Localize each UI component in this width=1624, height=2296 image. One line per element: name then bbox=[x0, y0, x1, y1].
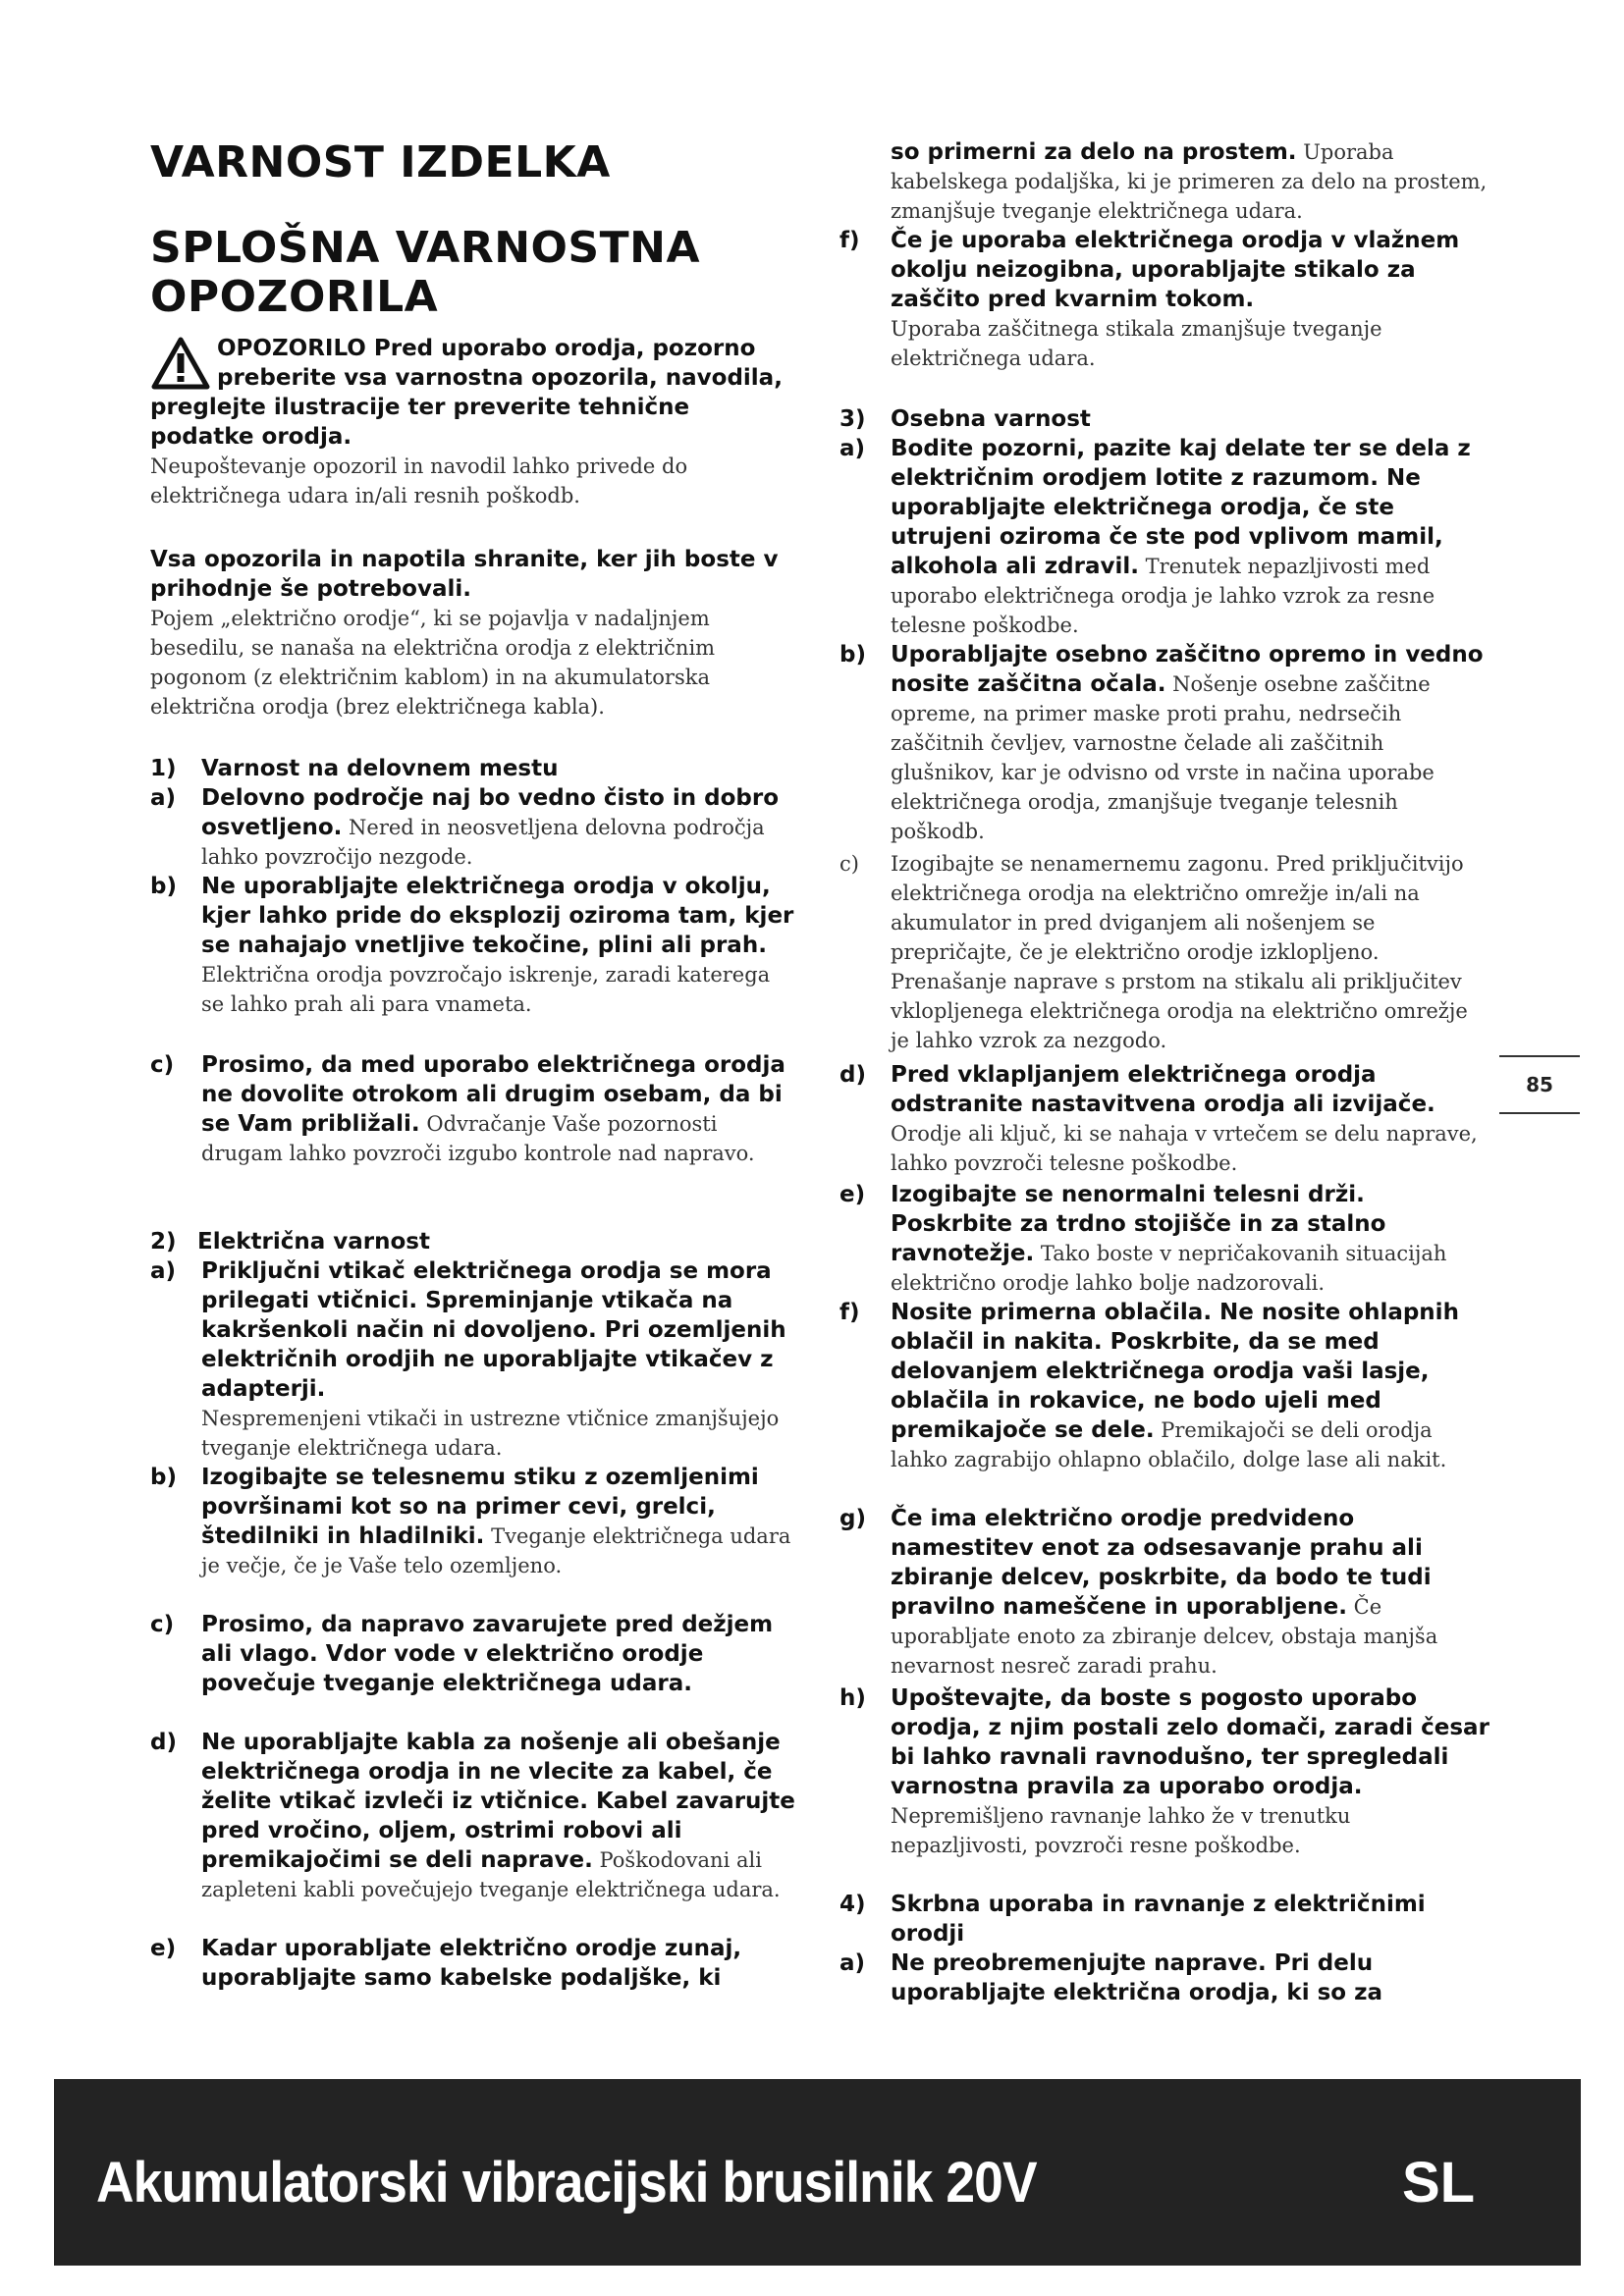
keep-instructions bbox=[150, 545, 798, 721]
item-text: Uporaba kabelskega podaljška, ki je primeren za delo na prostem, zmanjšuje tveganje električnega udara. bbox=[891, 140, 1488, 223]
page-number: 85 bbox=[1526, 1073, 1553, 1096]
item-bold: Priključni vtikač električnega orodja se mora prilegati vtičnici. Spreminjanje vtikača na kakršenkoli način ni dovoljeno. Pri ozemljenih električnih orodjih ne uporabljajte vtikačev z adapterji. bbox=[201, 1258, 786, 1402]
section-3-heading bbox=[839, 404, 1489, 434]
list-item-continued bbox=[839, 137, 1489, 226]
item-marker: c) bbox=[839, 852, 859, 876]
list-item bbox=[150, 872, 798, 1019]
page-number-block bbox=[1499, 1055, 1580, 1116]
section-marker: 1) bbox=[150, 756, 177, 781]
list-item bbox=[839, 1504, 1489, 1681]
warning-block bbox=[150, 334, 798, 510]
item-text: Izogibajte se nenamernemu zagonu. Pred priključitvijo električnega orodja na električno omrežje in/ali na akumulator in pred dviganjem ali nošenjem se prepričajte, če je električno orodje izklopljeno. Prenašanje naprave s prstom na stikalu ali priključitev vklopljenega električnega orodja na električno omrežje je lahko vzrok za nezgodo. bbox=[891, 852, 1468, 1052]
divider bbox=[1499, 1112, 1580, 1114]
list-item bbox=[150, 783, 798, 872]
item-marker: a) bbox=[839, 436, 866, 461]
section-marker: 2) bbox=[150, 1229, 177, 1255]
item-text: Tveganje električnega udara je večje, če je Vaše telo ozemljeno. bbox=[201, 1524, 791, 1577]
item-text: Premikajoči se deli orodja lahko zagrabijo ohlapno oblačilo, dolge lase ali nakit. bbox=[891, 1418, 1447, 1471]
list-item bbox=[150, 1463, 798, 1580]
item-marker: g) bbox=[839, 1506, 866, 1531]
item-bold: Ne uporabljajte električnega orodja v okolju, kjer lahko pride do eksplozij oziroma tam, kjer se nahajajo vnetljive tekočine, plini ali prah. bbox=[201, 874, 794, 958]
item-text: Nespremenjeni vtikači in ustrezne vtičnice zmanjšujejo tveganje električnega udara. bbox=[201, 1407, 780, 1460]
item-text: Trenutek nepazljivosti med uporabo električnega orodja je lahko vzrok za resne telesne poškodbe. bbox=[891, 555, 1435, 637]
warning-bold: Pred uporabo orodja, pozorno preberite vsa varnostna opozorila, navodila, preglejte ilustracije ter preverite tehnične podatke orodja. bbox=[150, 336, 783, 450]
item-bold: so primerni za delo na prostem. bbox=[891, 139, 1297, 165]
item-marker: e) bbox=[839, 1182, 866, 1207]
item-text: Odvračanje Vaše pozornosti drugam lahko povzroči izgubo kontrole nad napravo. bbox=[201, 1112, 755, 1165]
list-item bbox=[150, 1256, 798, 1463]
list-item bbox=[150, 1050, 798, 1168]
item-bold: Uporabljajte osebno zaščitno opremo in vedno nosite zaščitna očala. bbox=[891, 642, 1484, 697]
list-item bbox=[839, 1180, 1489, 1298]
section-heading: Osebna varnost bbox=[891, 406, 1091, 432]
item-text: Nered in neosvetljena delovna področja lahko povzročijo nezgode. bbox=[201, 816, 765, 869]
item-marker: f) bbox=[839, 1300, 860, 1325]
item-bold: Nosite primerna oblačila. Ne nosite ohlapnih oblačil in nakita. Poskrbite, da se med delovanjem električnega orodja vaši lasje, oblačila in rokavice, ne bodo ujeli med premikajoče se dele. bbox=[891, 1300, 1459, 1443]
list-item bbox=[839, 1298, 1489, 1474]
item-bold: Prosimo, da med uporabo električnega orodja ne dovolite otrokom ali drugim osebam, da bi se Vam približali. bbox=[201, 1052, 785, 1137]
item-marker: c) bbox=[150, 1052, 175, 1078]
section-marker: 4) bbox=[839, 1892, 866, 1917]
item-bold: Če je uporaba električnega orodja v vlažnem okolju neizogibna, uporabljajte stikalo za zaščito pred kvarnim tokom. bbox=[891, 228, 1460, 312]
section-1-heading bbox=[150, 754, 798, 783]
list-item bbox=[839, 434, 1489, 640]
item-marker: d) bbox=[150, 1730, 177, 1755]
keep-text: Pojem „električno orodje“, ki se pojavlja v nadaljnjem besedilu, se nanaša na električna orodja z električnim pogonom (z električnim kablom) in na akumulatorska električna orodja (brez električnega kabla). bbox=[150, 607, 716, 719]
warning-triangle-icon bbox=[150, 336, 211, 391]
item-bold: Delovno področje naj bo vedno čisto in dobro osvetljeno. bbox=[201, 785, 779, 840]
section-2-heading bbox=[150, 1227, 798, 1256]
item-marker: f) bbox=[839, 228, 860, 253]
item-marker: a) bbox=[839, 1950, 866, 1976]
item-marker: b) bbox=[150, 1465, 177, 1490]
section-heading: Električna varnost bbox=[197, 1229, 430, 1255]
section-heading: Varnost na delovnem mestu bbox=[201, 756, 559, 781]
item-bold: Ne preobremenjujte naprave. Pri delu uporabljajte električna orodja, ki so za bbox=[891, 1950, 1383, 2005]
section-marker: 3) bbox=[839, 406, 866, 432]
item-marker: a) bbox=[150, 1258, 177, 1284]
divider bbox=[1499, 1055, 1580, 1057]
item-bold: Izogibajte se nenormalni telesni drži. Poskrbite za trdno stojišče in za stalno ravnotežje. bbox=[891, 1182, 1386, 1266]
item-bold: Prosimo, da napravo zavarujete pred dežjem ali vlago. Vdor vode v električno orodje povečuje tveganje električnega udara. bbox=[201, 1612, 774, 1696]
section-4-heading bbox=[839, 1890, 1489, 1949]
list-item bbox=[150, 1610, 798, 1698]
item-bold: Pred vklapljanjem električnega orodja odstranite nastavitvena orodja ali izvijače. bbox=[891, 1062, 1435, 1117]
item-marker: d) bbox=[839, 1062, 866, 1088]
item-bold: Ne uporabljajte kabla za nošenje ali obešanje električnega orodja in ne vlecite za kabel, če želite vtikač izvleči iz vtičnice. Kabel zavarujte pred vročino, oljem, ostrimi robovi ali premikajočimi se deli naprave. bbox=[201, 1730, 795, 1873]
item-marker: a) bbox=[150, 785, 177, 811]
item-text: Nošenje osebne zaščitne opreme, na primer maske proti prahu, nedrsečih zaščitnih čevljev, varnostne čelade ali zaščitnih glušnikov, kar je odvisno od vrste in načina uporabe električnega orodja, zmanjšuje tveganje telesnih poškodb. bbox=[891, 672, 1435, 843]
item-bold: Izogibajte se telesnemu stiku z ozemljenimi površinami kot so na primer cevi, grelci, štedilniki in hladilniki. bbox=[201, 1465, 759, 1549]
list-item bbox=[839, 1060, 1489, 1178]
item-bold: Kadar uporabljate električno orodje zunaj, uporabljajte samo kabelske podaljške, ki bbox=[201, 1936, 742, 1991]
list-item bbox=[839, 849, 1489, 1055]
item-text: Uporaba zaščitnega stikala zmanjšuje tveganje električnega udara. bbox=[891, 317, 1382, 370]
item-text: Nepremišljeno ravnanje lahko že v trenutku nepazljivosti, povzroči resne poškodbe. bbox=[891, 1804, 1351, 1857]
footer-language-code: SL bbox=[1402, 2151, 1476, 2215]
list-item bbox=[150, 1728, 798, 1904]
item-marker: b) bbox=[150, 874, 177, 899]
item-marker: c) bbox=[150, 1612, 175, 1637]
item-text: Orodje ali ključ, ki se nahaja v vrtečem se delu naprave, lahko povzroči telesne poškodbe. bbox=[891, 1122, 1478, 1175]
item-marker: e) bbox=[150, 1936, 177, 1961]
item-text: Tako boste v nepričakovanih situacijah električno orodje lahko bolje nadzorovali. bbox=[891, 1242, 1447, 1295]
list-item bbox=[150, 1934, 798, 1993]
footer-product-title: Akumulatorski vibracijski brusilnik 20V bbox=[96, 2151, 1037, 2215]
item-text: Če uporabljate enoto za zbiranje delcev, obstaja manjša nevarnost nesreč zaradi prahu. bbox=[891, 1595, 1438, 1678]
item-bold: Če ima električno orodje predvideno namestitev enot za odsesavanje prahu ali zbiranje delcev, poskrbite, da bodo te tudi pravilno nameščene in uporabljene. bbox=[891, 1506, 1432, 1620]
item-text: Električna orodja povzročajo iskrenje, zaradi katerega se lahko prah ali para vnameta. bbox=[201, 963, 771, 1016]
item-bold: Upoštevajte, da boste s pogosto uporabo orodja, z njim postali zelo domači, zaradi česar bi lahko ravnali ravnodušno, ter spregledali varnostna pravila za uporabo orodja. bbox=[891, 1685, 1489, 1799]
warning-text: Neupoštevanje opozoril in navodil lahko privede do električnega udara in/ali resnih poškodb. bbox=[150, 454, 688, 507]
section-heading: Skrbna uporaba in ravnanje z električnimi orodji bbox=[891, 1892, 1426, 1947]
list-item bbox=[839, 226, 1489, 373]
item-bold: Bodite pozorni, pazite kaj delate ter se dela z električnim orodjem lotite z razumom. Ne uporabljajte električnega orodja, če ste utrujeni oziroma če ste pod vplivom mamil, alkohola ali zdravil. bbox=[891, 436, 1471, 579]
list-item bbox=[839, 1949, 1489, 2007]
list-item bbox=[839, 1683, 1489, 1860]
warning-label: OPOZORILO bbox=[217, 336, 366, 361]
item-marker: h) bbox=[839, 1685, 866, 1711]
item-text: Poškodovani ali zapleteni kabli povečujejo tveganje električnega udara. bbox=[201, 1848, 781, 1901]
list-item bbox=[839, 640, 1489, 846]
keep-bold: Vsa opozorila in napotila shranite, ker jih boste v prihodnje še potrebovali. bbox=[150, 547, 779, 602]
page-title: VARNOST IZDELKA bbox=[150, 137, 611, 187]
section-title: SPLOŠNA VARNOSTNA OPOZORILA bbox=[150, 223, 701, 322]
item-marker: b) bbox=[839, 642, 866, 667]
